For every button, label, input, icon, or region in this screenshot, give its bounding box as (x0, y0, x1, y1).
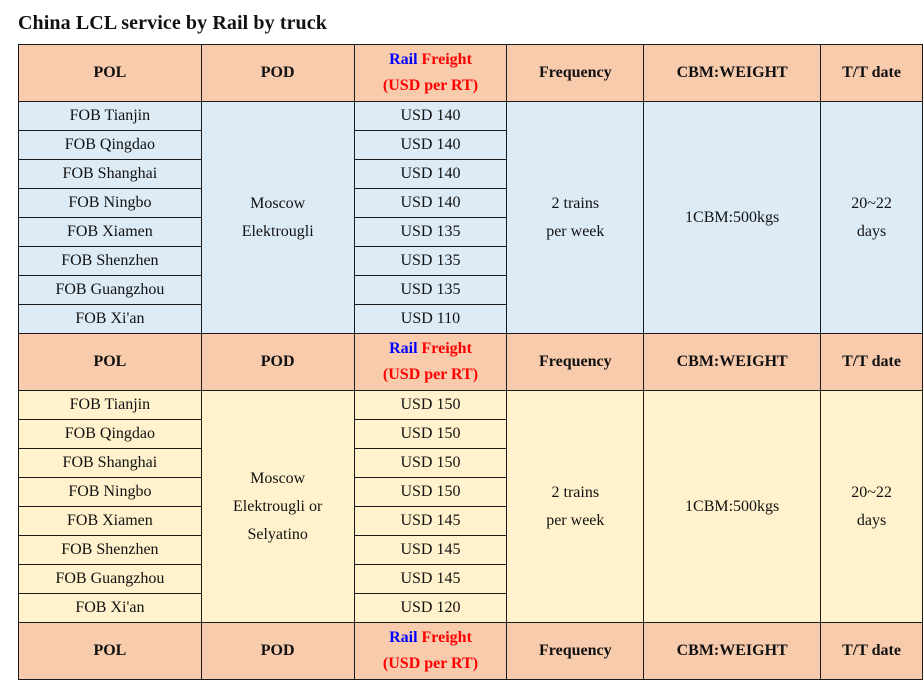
pol-cell: FOB Guangzhou (19, 276, 202, 305)
cell-line: days (856, 511, 887, 529)
header-pod: POD (201, 623, 354, 680)
cell-line: 2 trains (551, 483, 600, 501)
table-header-row (19, 334, 923, 391)
cbm-weight-cell: 1CBM:500kgs (644, 391, 821, 623)
frequency-cell (507, 102, 644, 334)
cell-line: Moscow (250, 469, 306, 487)
table-row (19, 102, 923, 131)
header-pod: POD (201, 45, 354, 102)
rate-cell: USD 140 (354, 102, 507, 131)
cell-line: days (856, 222, 887, 240)
header-freight: Freight (421, 340, 472, 357)
pol-cell: FOB Guangzhou (19, 565, 202, 594)
rate-cell: USD 150 (354, 449, 507, 478)
pod-cell (201, 391, 354, 623)
cell-line: per week (546, 222, 605, 240)
header-frequency: Frequency (507, 334, 644, 391)
pod-cell (201, 102, 354, 334)
header-pod: POD (201, 334, 354, 391)
cell-line: Moscow (250, 194, 306, 212)
header-tt-date: T/T date (821, 334, 923, 391)
table-row (19, 391, 923, 420)
cell-line: Elektrougli (241, 222, 314, 240)
rate-cell: USD 150 (354, 391, 507, 420)
table-header-row (19, 45, 923, 102)
header-unit: (USD per RT) (382, 655, 479, 672)
rate-cell: USD 140 (354, 189, 507, 218)
header-rail-freight (354, 334, 507, 391)
header-pol: POL (19, 45, 202, 102)
header-pol: POL (19, 334, 202, 391)
header-frequency: Frequency (507, 45, 644, 102)
pol-cell: FOB Tianjin (19, 391, 202, 420)
pol-cell: FOB Qingdao (19, 420, 202, 449)
table-header-row (19, 623, 923, 680)
cell-line: 20~22 (851, 194, 892, 212)
pol-cell: FOB Qingdao (19, 131, 202, 160)
rate-cell: USD 145 (354, 507, 507, 536)
header-cbm-weight: CBM:WEIGHT (644, 334, 821, 391)
pol-cell: FOB Xi'an (19, 594, 202, 623)
header-cbm-weight: CBM:WEIGHT (644, 623, 821, 680)
header-unit: (USD per RT) (382, 366, 479, 383)
tt-date-cell (821, 391, 923, 623)
rate-cell: USD 150 (354, 420, 507, 449)
cell-line: per week (546, 511, 605, 529)
cell-line: 20~22 (851, 483, 892, 501)
header-rail: Rail (389, 340, 418, 357)
header-rail-freight (354, 45, 507, 102)
pol-cell: FOB Shenzhen (19, 247, 202, 276)
pol-cell: FOB Xiamen (19, 218, 202, 247)
header-pol: POL (19, 623, 202, 680)
pol-cell: FOB Ningbo (19, 478, 202, 507)
rate-cell: USD 110 (354, 305, 507, 334)
rate-cell: USD 120 (354, 594, 507, 623)
header-rail: Rail (389, 629, 418, 646)
header-unit: (USD per RT) (382, 77, 479, 94)
pol-cell: FOB Tianjin (19, 102, 202, 131)
rate-table (18, 44, 923, 680)
cell-line: Selyatino (247, 525, 308, 543)
pol-cell: FOB Shanghai (19, 160, 202, 189)
rate-cell: USD 145 (354, 565, 507, 594)
header-frequency: Frequency (507, 623, 644, 680)
pol-cell: FOB Ningbo (19, 189, 202, 218)
rate-cell: USD 135 (354, 276, 507, 305)
pol-cell: FOB Xi'an (19, 305, 202, 334)
header-freight: Freight (421, 629, 472, 646)
frequency-cell (507, 391, 644, 623)
tt-date-cell (821, 102, 923, 334)
pol-cell: FOB Shanghai (19, 449, 202, 478)
cell-line: Elektrougli or (233, 497, 323, 515)
rate-cell: USD 150 (354, 478, 507, 507)
pol-cell: FOB Shenzhen (19, 536, 202, 565)
pol-cell: FOB Xiamen (19, 507, 202, 536)
rate-cell: USD 140 (354, 160, 507, 189)
rate-cell: USD 140 (354, 131, 507, 160)
rate-cell: USD 145 (354, 536, 507, 565)
cell-line: 2 trains (551, 194, 600, 212)
header-tt-date: T/T date (821, 623, 923, 680)
rate-cell: USD 135 (354, 247, 507, 276)
header-freight: Freight (421, 51, 472, 68)
cbm-weight-cell: 1CBM:500kgs (644, 102, 821, 334)
page-title: China LCL service by Rail by truck (18, 12, 327, 34)
rate-cell: USD 135 (354, 218, 507, 247)
header-tt-date: T/T date (821, 45, 923, 102)
header-cbm-weight: CBM:WEIGHT (644, 45, 821, 102)
header-rail-freight (354, 623, 507, 680)
header-rail: Rail (389, 51, 418, 68)
